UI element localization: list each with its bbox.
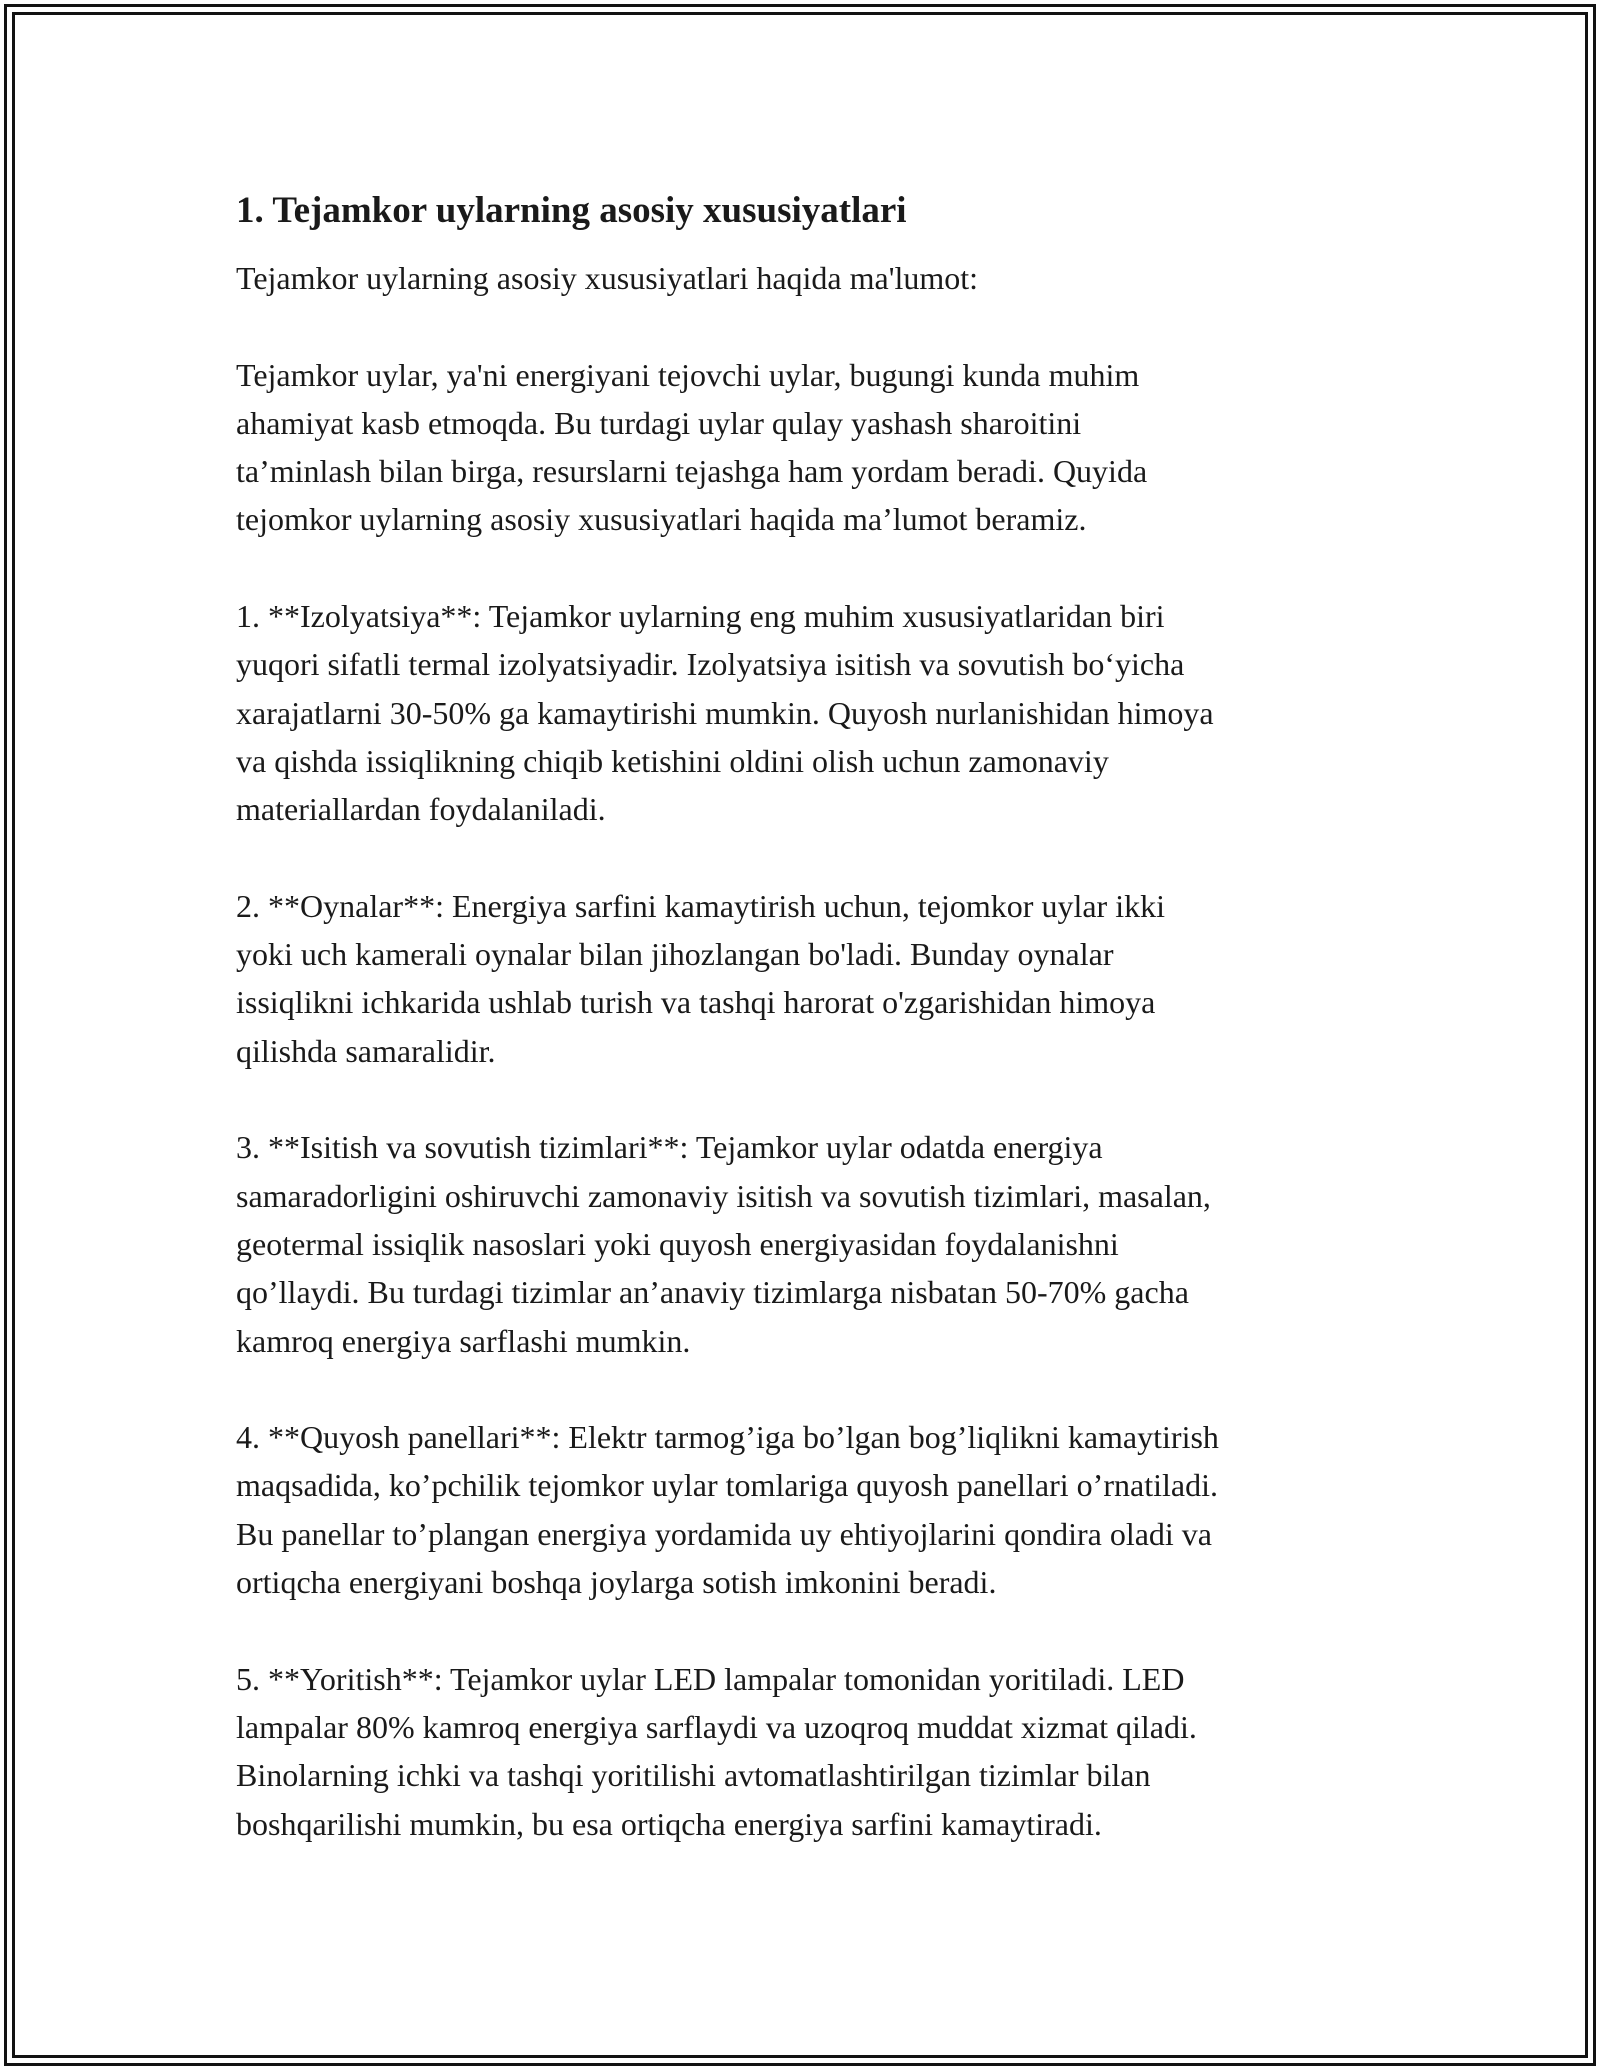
text-line: ahamiyat kasb etmoqda. Bu turdagi uylar qulay yashash sharoitini xyxy=(236,404,1082,441)
list-item-heating-cooling xyxy=(236,1123,1376,1364)
text-line: va qishda issiqlikning chiqib ketishini oldini olish uchun zamonaviy xyxy=(236,742,1109,779)
paragraph-spacer xyxy=(236,834,1376,882)
list-item-lighting xyxy=(236,1655,1376,1848)
text-line: Bu panellar to’plangan energiya yordamida uy ehtiyojlarini qondira oladi va xyxy=(236,1515,1212,1552)
text-line: 4. **Quyosh panellari**: Elektr tarmog’iga bo’lgan bog’liqlikni kamaytirish xyxy=(236,1419,1219,1456)
text-line: ortiqcha energiyani boshqa joylarga sotish imkonini beradi. xyxy=(236,1564,997,1601)
document-body xyxy=(236,188,1376,1848)
text-line: ta’minlash bilan birga, resurslarni tejashga ham yordam beradi. Quyida xyxy=(236,453,1148,490)
list-item-solar-panels xyxy=(236,1413,1376,1606)
paragraph-spacer xyxy=(236,302,1376,350)
text-line: kamroq energiya sarflashi mumkin. xyxy=(236,1322,691,1359)
paragraph-spacer xyxy=(236,1606,1376,1654)
text-line: xarajatlarni 30-50% ga kamaytirishi mumkin. Quyosh nurlanishidan himoya xyxy=(236,694,1214,731)
text-line: issiqlikni ichkarida ushlab turish va tashqi harorat o'zgarishidan himoya xyxy=(236,984,1156,1021)
intro-heading: Tejamkor uylarning asosiy xususiyatlari haqida ma'lumot: xyxy=(236,260,979,296)
text-line: Binolarning ichki va tashqi yoritilishi avtomatlashtirilgan tizimlar bilan xyxy=(236,1757,1151,1794)
text-line: tejomkor uylarning asosiy xususiyatlari haqida ma’lumot beramiz. xyxy=(236,501,1087,538)
paragraph-spacer xyxy=(236,1365,1376,1413)
list-item-windows xyxy=(236,882,1376,1075)
text-line: materiallardan foydalaniladi. xyxy=(236,791,606,828)
text-line: 3. **Isitish va sovutish tizimlari**: Tejamkor uylar odatda energiya xyxy=(236,1129,1103,1166)
text-line: Tejamkor uylar, ya'ni energiyani tejovchi uylar, bugungi kunda muhim xyxy=(236,356,1140,393)
text-line: yoki uch kamerali oynalar bilan jihozlangan bo'ladi. Bunday oynalar xyxy=(236,936,1114,973)
document-title: 1. Tejamkor uylarning asosiy xususiyatlari xyxy=(236,190,907,231)
text-line: qilishda samaralidir. xyxy=(236,1032,496,1069)
text-line: boshqarilishi mumkin, bu esa ortiqcha energiya sarfini kamaytiradi. xyxy=(236,1805,1102,1842)
text-line: samaradorligini oshiruvchi zamonaviy isitish va sovutish tizimlari, masalan, xyxy=(236,1177,1211,1214)
text-line: lampalar 80% kamroq energiya sarflaydi va uzoqroq muddat xizmat qiladi. xyxy=(236,1708,1197,1745)
paragraph-spacer xyxy=(236,544,1376,592)
text-line: qo’llaydi. Bu turdagi tizimlar an’anaviy tizimlarga nisbatan 50-70% gacha xyxy=(236,1274,1189,1311)
text-line: 5. **Yoritish**: Tejamkor uylar LED lampalar tomonidan yoritiladi. LED xyxy=(236,1660,1185,1697)
text-line: 1. **Izolyatsiya**: Tejamkor uylarning eng muhim xususiyatlaridan biri xyxy=(236,598,1165,635)
text-line: maqsadida, ko’pchilik tejomkor uylar tomlariga quyosh panellari o’rnatiladi. xyxy=(236,1467,1218,1504)
text-line: yuqori sifatli termal izolyatsiyadir. Izolyatsiya isitish va sovutish bo‘yicha xyxy=(236,646,1185,683)
list-item-insulation xyxy=(236,592,1376,833)
text-line: 2. **Oynalar**: Energiya sarfini kamaytirish uchun, tejomkor uylar ikki xyxy=(236,887,1165,924)
paragraph-spacer xyxy=(236,1075,1376,1123)
intro-paragraph xyxy=(236,351,1376,544)
text-line: geotermal issiqlik nasoslari yoki quyosh energiyasidan foydalanishni xyxy=(236,1225,1119,1262)
